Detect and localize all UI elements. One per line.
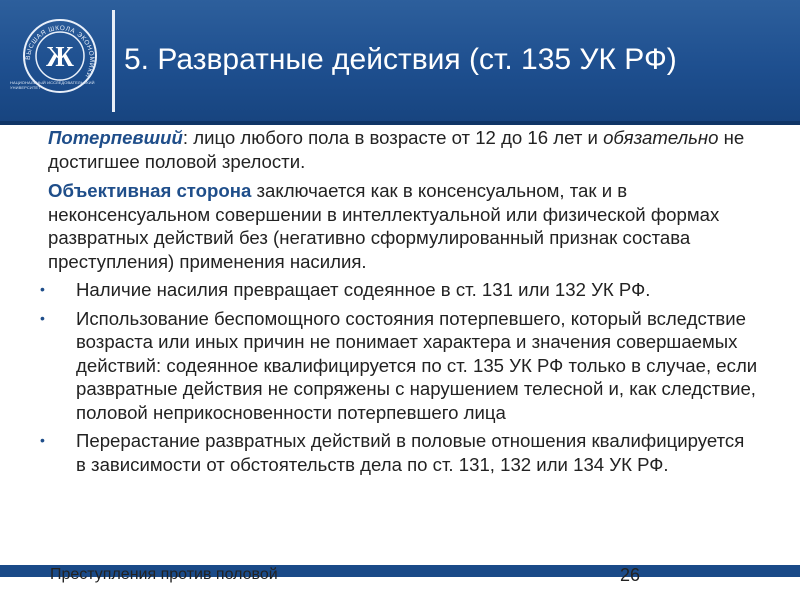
paragraph-objective-side [48,179,758,273]
bullet-list [40,278,758,476]
logo-caption: НАЦИОНАЛЬНЫЙ ИССЛЕДОВАТЕЛЬСКИЙ УНИВЕРСИТЕТ [10,80,95,90]
victim-text-a: : лицо любого пола в возрасте от 12 до 16 лет и [182,127,604,148]
svg-text:Ж: Ж [46,42,74,73]
term-victim: Потерпевший [48,127,183,148]
slide-title: 5. Развратные действия (ст. 135 УК РФ) [124,43,677,76]
paragraph-victim [48,126,758,173]
page-number: 26 [619,565,640,585]
list-item [40,429,758,476]
hse-logo-icon [12,12,108,108]
header-vertical-divider [112,10,115,112]
victim-text-b: не достигшее половой зрелости. [48,127,745,172]
objective-side-text: заключается как в консенсуальном, так и в неконсенсуальном совершении в интеллектуальной или физической формах развратных действий без (негативно сформулированный признак состава преступления) применения насилия. [48,180,720,272]
slide-content [40,126,758,476]
bullet-text: Использование беспомощного состояния потерпевшего, который вследствие возраста или иных причин не понимает характера и значения совершаемых действий: содеянное квалифицируется по ст. 135 УК РФ только в случае, если развратные действия не сопряжены с нарушением телесной и, как следствие, половой неприкосновенности потерпевшего лица [76,307,758,423]
bullet-text: Наличие насилия превращает содеянное в ст. 131 или 132 УК РФ. [76,279,651,300]
logo-ring-text: ВЫСШАЯ ШКОЛА ЭКОНОМИКИ [24,24,96,80]
term-objective-side: Объективная сторона [48,180,252,201]
list-item [40,307,758,425]
header-divider-line [0,121,800,125]
victim-emphasis: обязательно [603,127,719,148]
bullet-text: Перерастание развратных действий в половые отношения квалифицируется в зависимости от обстоятельств дела по ст. 131, 132 или 134 УК РФ. [76,430,745,475]
bullet-icon: • [40,309,45,326]
footer-text: Преступления против половой [50,566,278,583]
list-item [40,278,758,302]
bullet-icon: • [40,281,45,297]
bullet-icon: • [40,432,45,448]
